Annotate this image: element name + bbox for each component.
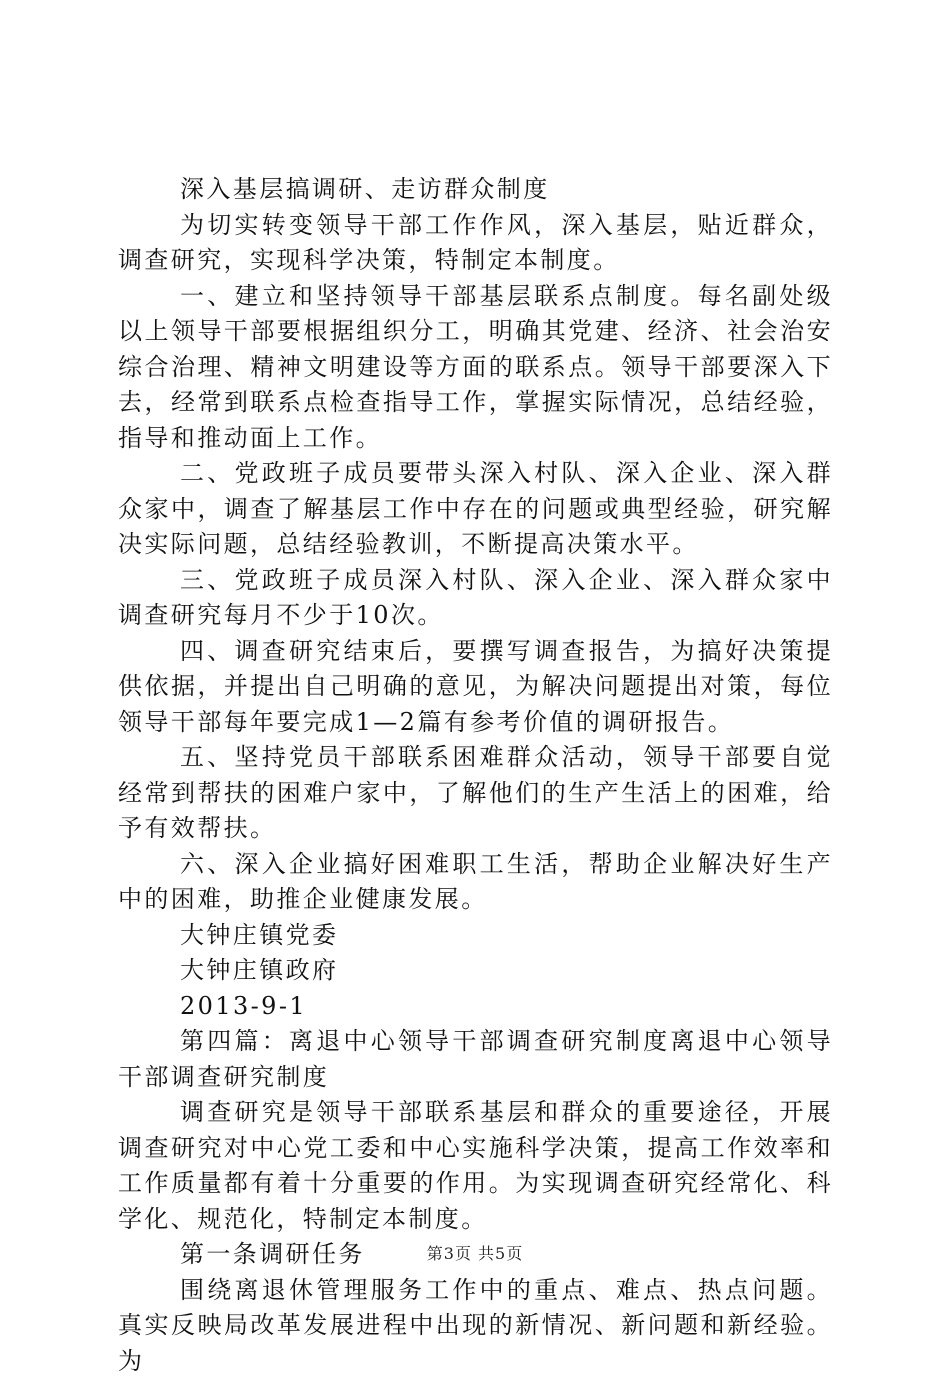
signatory-government: 大钟庄镇政府 <box>118 953 833 989</box>
section-intro-paragraph: 调查研究是领导干部联系基层和群众的重要途径，开展调查研究对中心党工委和中心实施科学决策，提高工作效率和工作质量都有着十分重要的作用。为实现调查研究经常化、科学化、规范化，特制定本制度。 <box>118 1095 833 1237</box>
section-heading: 第四篇：离退中心领导干部调查研究制度离退中心领导干部调查研究制度 <box>118 1024 833 1095</box>
document-body <box>118 172 833 1379</box>
document-date: 2013-9-1 <box>118 989 833 1025</box>
page-footer: 第3页 共5页 <box>0 1241 950 1264</box>
article-1-heading: 第一条调研任务 <box>118 1237 833 1273</box>
clause-4: 四、调查研究结束后，要撰写调查报告，为搞好决策提供依据，并提出自己明确的意见，为解决问题提出对策，每位领导干部每年要完成1—2篇有参考价值的调研报告。 <box>118 634 833 741</box>
intro-paragraph: 为切实转变领导干部工作作风，深入基层，贴近群众，调查研究，实现科学决策，特制定本制度。 <box>118 208 833 279</box>
clause-3: 三、党政班子成员深入村队、深入企业、深入群众家中调查研究每月不少于10次。 <box>118 563 833 634</box>
article-1-body: 围绕离退休管理服务工作中的重点、难点、热点问题。真实反映局改革发展进程中出现的新情况、新问题和新经验。为 <box>118 1273 833 1379</box>
signatory-party-committee: 大钟庄镇党委 <box>118 918 833 954</box>
clause-2: 二、党政班子成员要带头深入村队、深入企业、深入群众家中，调查了解基层工作中存在的问题或典型经验，研究解决实际问题，总结经验教训，不断提高决策水平。 <box>118 456 833 563</box>
clause-1: 一、建立和坚持领导干部基层联系点制度。每名副处级以上领导干部要根据组织分工，明确其党建、经济、社会治安综合治理、精神文明建设等方面的联系点。领导干部要深入下去，经常到联系点检查指导工作，掌握实际情况，总结经验，指导和推动面上工作。 <box>118 279 833 457</box>
clause-6: 六、深入企业搞好困难职工生活，帮助企业解决好生产中的困难，助推企业健康发展。 <box>118 847 833 918</box>
clause-5: 五、坚持党员干部联系困难群众活动，领导干部要自觉经常到帮扶的困难户家中，了解他们的生产生活上的困难，给予有效帮扶。 <box>118 740 833 847</box>
document-title: 深入基层搞调研、走访群众制度 <box>118 172 833 208</box>
